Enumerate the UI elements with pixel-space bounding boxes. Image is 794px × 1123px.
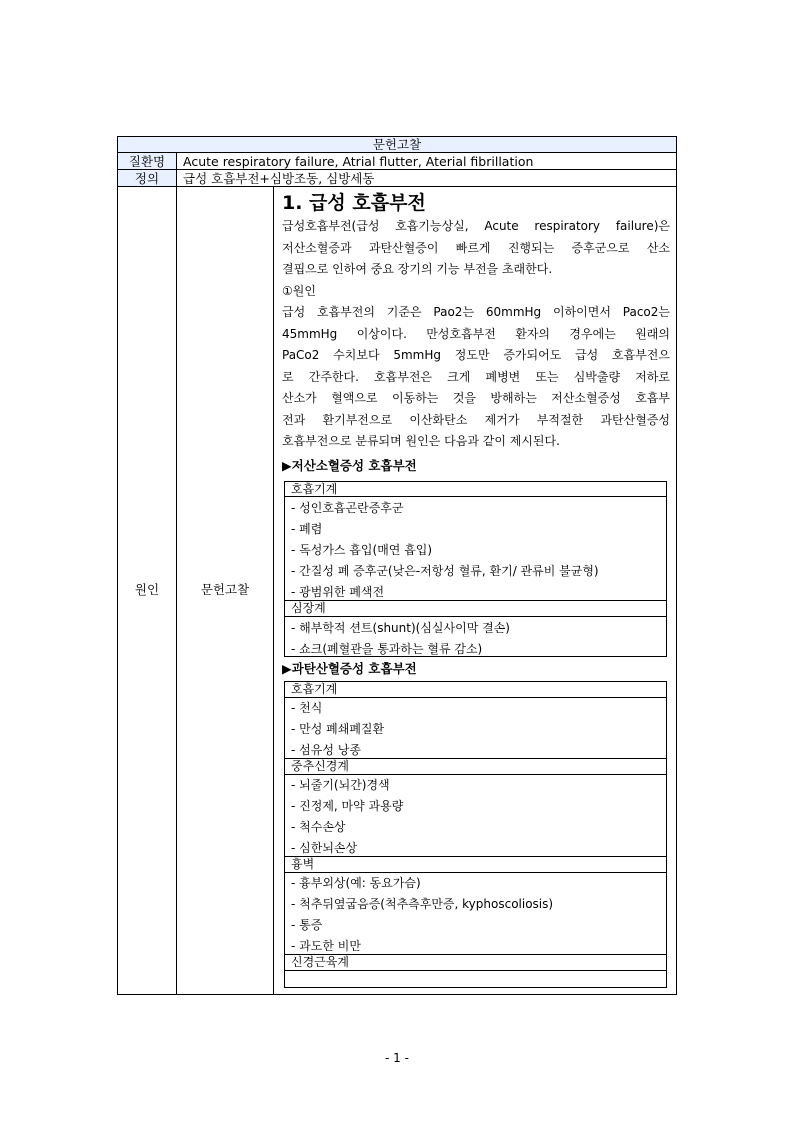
hypoxemic-heading (282, 456, 417, 474)
section-heading: 1. 급성 호흡부전 (282, 192, 426, 214)
cause-line: 급성 호흡부전의 기준은 Pao2는 60mmHg 이하이면서 Paco2는 (282, 305, 670, 319)
hypercapnic-heading (282, 659, 417, 677)
hypox-group-cardiac: 심장계 (291, 601, 326, 615)
list-item: - 진정제, 마약 과용량 (291, 799, 404, 813)
cause-line: PaCo2 수치보다 5mmHg 정도만 증가되어도 급성 호흡부전으 (282, 348, 670, 362)
cause-label: 원인 (134, 582, 160, 597)
cause-heading: ①원인 (282, 283, 316, 298)
hypoxemic-title: 저산소혈증성 호흡부전 (291, 458, 417, 473)
list-item: - 쇼크(폐혈관을 통과하는 혈류 감소) (291, 642, 483, 656)
intro-paragraph (282, 216, 670, 453)
list-item: - 폐렴 (291, 522, 323, 536)
intro-line: 급성호흡부전(급성 호흡기능상실, Acute respiratory failure)은 (282, 219, 670, 233)
hyperc-group-respiratory: 호흡기계 (291, 682, 338, 696)
list-item: - 만성 폐쇄폐질환 (291, 722, 385, 736)
list-item: - 섬유성 낭종 (291, 743, 361, 757)
intro-line: 결핍으로 인하여 중요 장기의 기능 부전을 초래한다. (282, 262, 553, 276)
cause-line: 45mmHg 이상이다. 만성호흡부전 환자의 경우에는 원래의 (282, 326, 670, 341)
hyperc-group-chest-wall: 흉벽 (291, 857, 315, 871)
table-title: 문헌고찰 (372, 137, 422, 152)
disease-label: 질환명 (128, 154, 166, 169)
intro-line: 저산소혈증과 과탄산혈증이 빠르게 진행되는 증후군으로 산소 (282, 240, 670, 255)
definition-label: 정의 (134, 171, 160, 186)
cause-line: 호흡부전으로 분류되며 원인은 다음과 같이 제시된다. (282, 434, 560, 448)
cause-line: 로 간주한다. 호흡부전은 크게 폐병변 또는 심박출량 저하로 (282, 369, 670, 384)
hypercapnic-title: 과탄산혈증성 호흡부전 (291, 661, 417, 676)
list-item: - 척수손상 (291, 820, 346, 834)
list-item: - 천식 (291, 701, 323, 715)
list-item: - 통증 (291, 918, 323, 932)
hyperc-group-cns: 중추신경계 (291, 759, 349, 773)
hypox-group-respiratory: 호흡기계 (291, 482, 338, 496)
list-item: - 과도한 비만 (291, 939, 361, 953)
definition-value: 급성 호흡부전+심방조동, 심방세동 (183, 171, 375, 186)
list-item: - 간질성 폐 증후군(낮은-저항성 혈류, 환기/ 관류비 불균형) (291, 564, 599, 578)
hyperc-group-neuromuscular: 신경근육계 (291, 955, 349, 969)
list-item: - 척추뒤옆굽음증(척추측후만증, kyphoscoliosis) (291, 897, 554, 911)
triangle-icon: ▶ (282, 458, 292, 473)
list-item: - 흉부외상(예: 동요가슴) (291, 876, 421, 890)
page-number: - 1 - (385, 1051, 409, 1065)
list-item: - 성인호흡곤란증후군 (291, 501, 404, 515)
literature-label: 문헌고찰 (200, 582, 250, 597)
list-item: - 심한뇌손상 (291, 841, 358, 855)
list-item: - 해부학적 션트(shunt)(심실사이막 결손) (291, 621, 510, 635)
cause-line: 전과 환기부전으로 이산화탄소 제거가 부적절한 과탄산혈증성 (282, 412, 670, 427)
disease-value: Acute respiratory failure, Atrial flutter, Aterial fibrillation (183, 154, 534, 169)
list-item: - 독성가스 흡입(매연 흡입) (291, 543, 433, 557)
cause-line: 산소가 혈액으로 이동하는 것을 방해하는 저산소혈증성 호흡부 (282, 391, 670, 405)
list-item: - 뇌줄기(뇌간)경색 (291, 778, 390, 792)
triangle-icon: ▶ (282, 661, 292, 676)
list-item: - 광범위한 폐색전 (291, 585, 385, 599)
